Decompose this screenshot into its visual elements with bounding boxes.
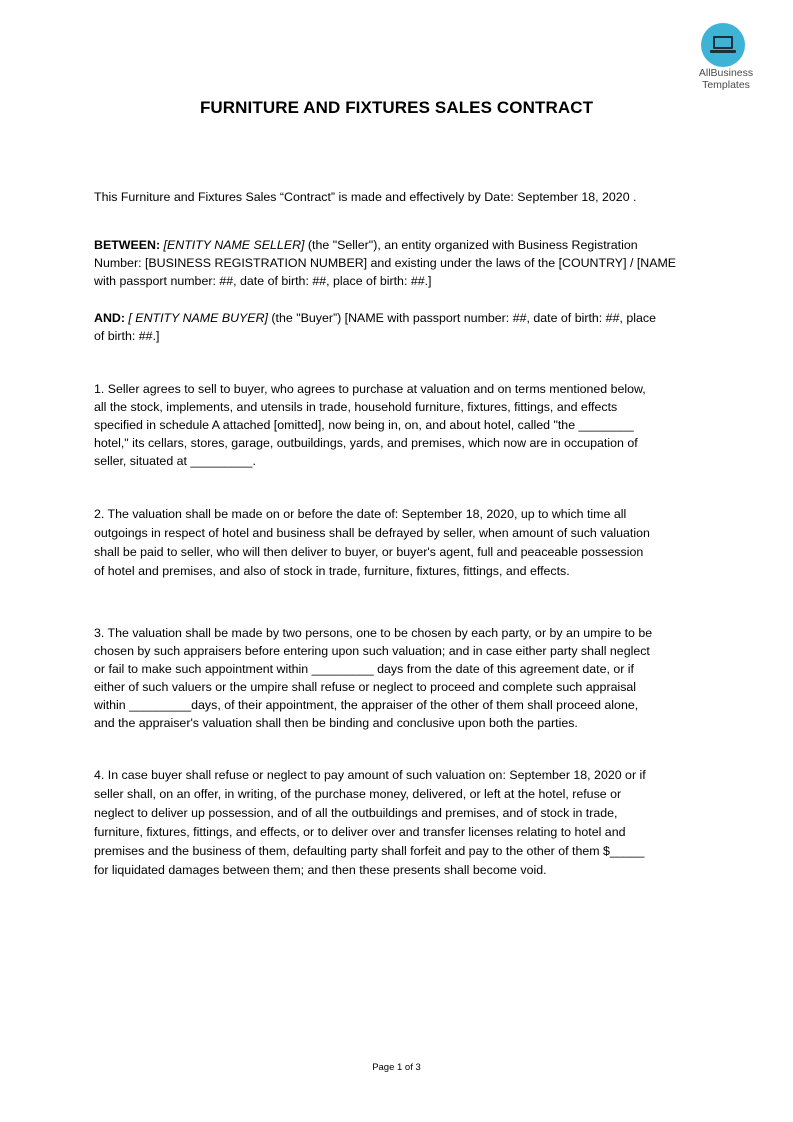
- clause-line: 1. Seller agrees to sell to buyer, who agrees to purchase at valuation and on terms mentioned below,: [94, 382, 646, 396]
- page-number: Page 1 of 3: [372, 1062, 421, 1073]
- logo-wordmark: [686, 67, 766, 91]
- clause-line: outgoings in respect of hotel and business shall be defrayed by seller, when amount of such valuation: [94, 526, 650, 540]
- clause-line: chosen by such appraisers before entering upon such valuation; and in case either party shall neglect: [94, 644, 650, 658]
- clause-line: hotel," its cellars, stores, garage, outbuildings, yards, and premises, which now are in occupation of: [94, 436, 638, 450]
- clause-line: 4. In case buyer shall refuse or neglect to pay amount of such valuation on: September 18, 2020 or if: [94, 768, 646, 782]
- clause-line: 3. The valuation shall be made by two persons, one to be chosen by each party, or by an umpire to be: [94, 626, 653, 640]
- clause-line: or fail to make such appointment within _________ days from the date of this agreement date, or if: [94, 662, 634, 676]
- and-line-1: [94, 309, 704, 327]
- clause-line: and the appraiser's valuation shall then be binding and conclusive upon both the parties.: [94, 716, 578, 730]
- and-line-2: of birth: ##.]: [94, 329, 160, 343]
- seller-entity: [ENTITY NAME SELLER]: [163, 238, 305, 252]
- clause-4: [94, 766, 704, 880]
- between-line-3: with passport number: ##, date of birth: ##, place of birth: ##.]: [94, 274, 432, 288]
- between-line-1: [94, 236, 704, 254]
- and-label: AND:: [94, 311, 125, 325]
- clause-line: within _________days, of their appointment, the appraiser of the other of them shall proceed alone,: [94, 698, 639, 712]
- clause-line: 2. The valuation shall be made on or before the date of: September 18, 2020, up to which time all: [94, 507, 627, 521]
- intro-text: This Furniture and Fixtures Sales “Contract” is made and effectively by Date: September 18, 2020 .: [94, 190, 637, 204]
- clause-line: for liquidated damages between them; and then these presents shall become void.: [94, 863, 547, 877]
- logo-line-2: Templates: [702, 79, 750, 91]
- clause-3: [94, 624, 704, 732]
- clause-line: shall be paid to seller, who will then deliver to buyer, or buyer's agent, full and peaceable possession: [94, 545, 644, 559]
- brand-logo[interactable]: [686, 20, 776, 95]
- clause-1: [94, 380, 704, 470]
- clause-2: [94, 505, 704, 581]
- clause-line: specified in schedule A attached [omitted], now being in, on, and about hotel, called "the ________: [94, 418, 634, 432]
- clause-line: all the stock, implements, and utensils in trade, household furniture, fixtures, fittings, and effects: [94, 400, 618, 414]
- clause-line: seller, situated at _________.: [94, 454, 256, 468]
- clause-line: of hotel and premises, and also of stock in trade, furniture, fixtures, fittings, and effects.: [94, 564, 570, 578]
- intro-paragraph: [94, 188, 704, 206]
- between-line-1-rest: (the "Seller"), an entity organized with Business Registration: [304, 238, 638, 252]
- clause-line: neglect to deliver up possession, and of all the outbuildings and premises, and of stock in trade,: [94, 806, 618, 820]
- between-paragraph: [94, 236, 704, 290]
- clause-line: furniture, fixtures, fittings, and effects, or to deliver over and transfer licenses relating to hotel and: [94, 825, 626, 839]
- document-title: FURNITURE AND FIXTURES SALES CONTRACT: [199, 98, 594, 117]
- between-label: BETWEEN:: [94, 238, 161, 252]
- clause-line: premises and the business of them, defaulting party shall forfeit and pay to the other of them $_____: [94, 844, 645, 858]
- buyer-entity: [ ENTITY NAME BUYER]: [124, 311, 268, 325]
- clause-line: seller shall, on an offer, in writing, of the purchase money, delivered, or left at the hotel, refuse or: [94, 787, 622, 801]
- clause-line: either of such valuers or the umpire shall refuse or neglect to proceed and complete such appraisal: [94, 680, 637, 694]
- logo-line-1: AllBusiness: [698, 67, 754, 79]
- and-line-1-rest: (the "Buyer”) [NAME with passport number: ##, date of birth: ##, place: [267, 311, 656, 325]
- and-paragraph: [94, 309, 704, 345]
- laptop-icon: [701, 23, 745, 67]
- between-line-2: Number: [BUSINESS REGISTRATION NUMBER] and existing under the laws of the [COUNTRY] / [NAME: [94, 256, 677, 270]
